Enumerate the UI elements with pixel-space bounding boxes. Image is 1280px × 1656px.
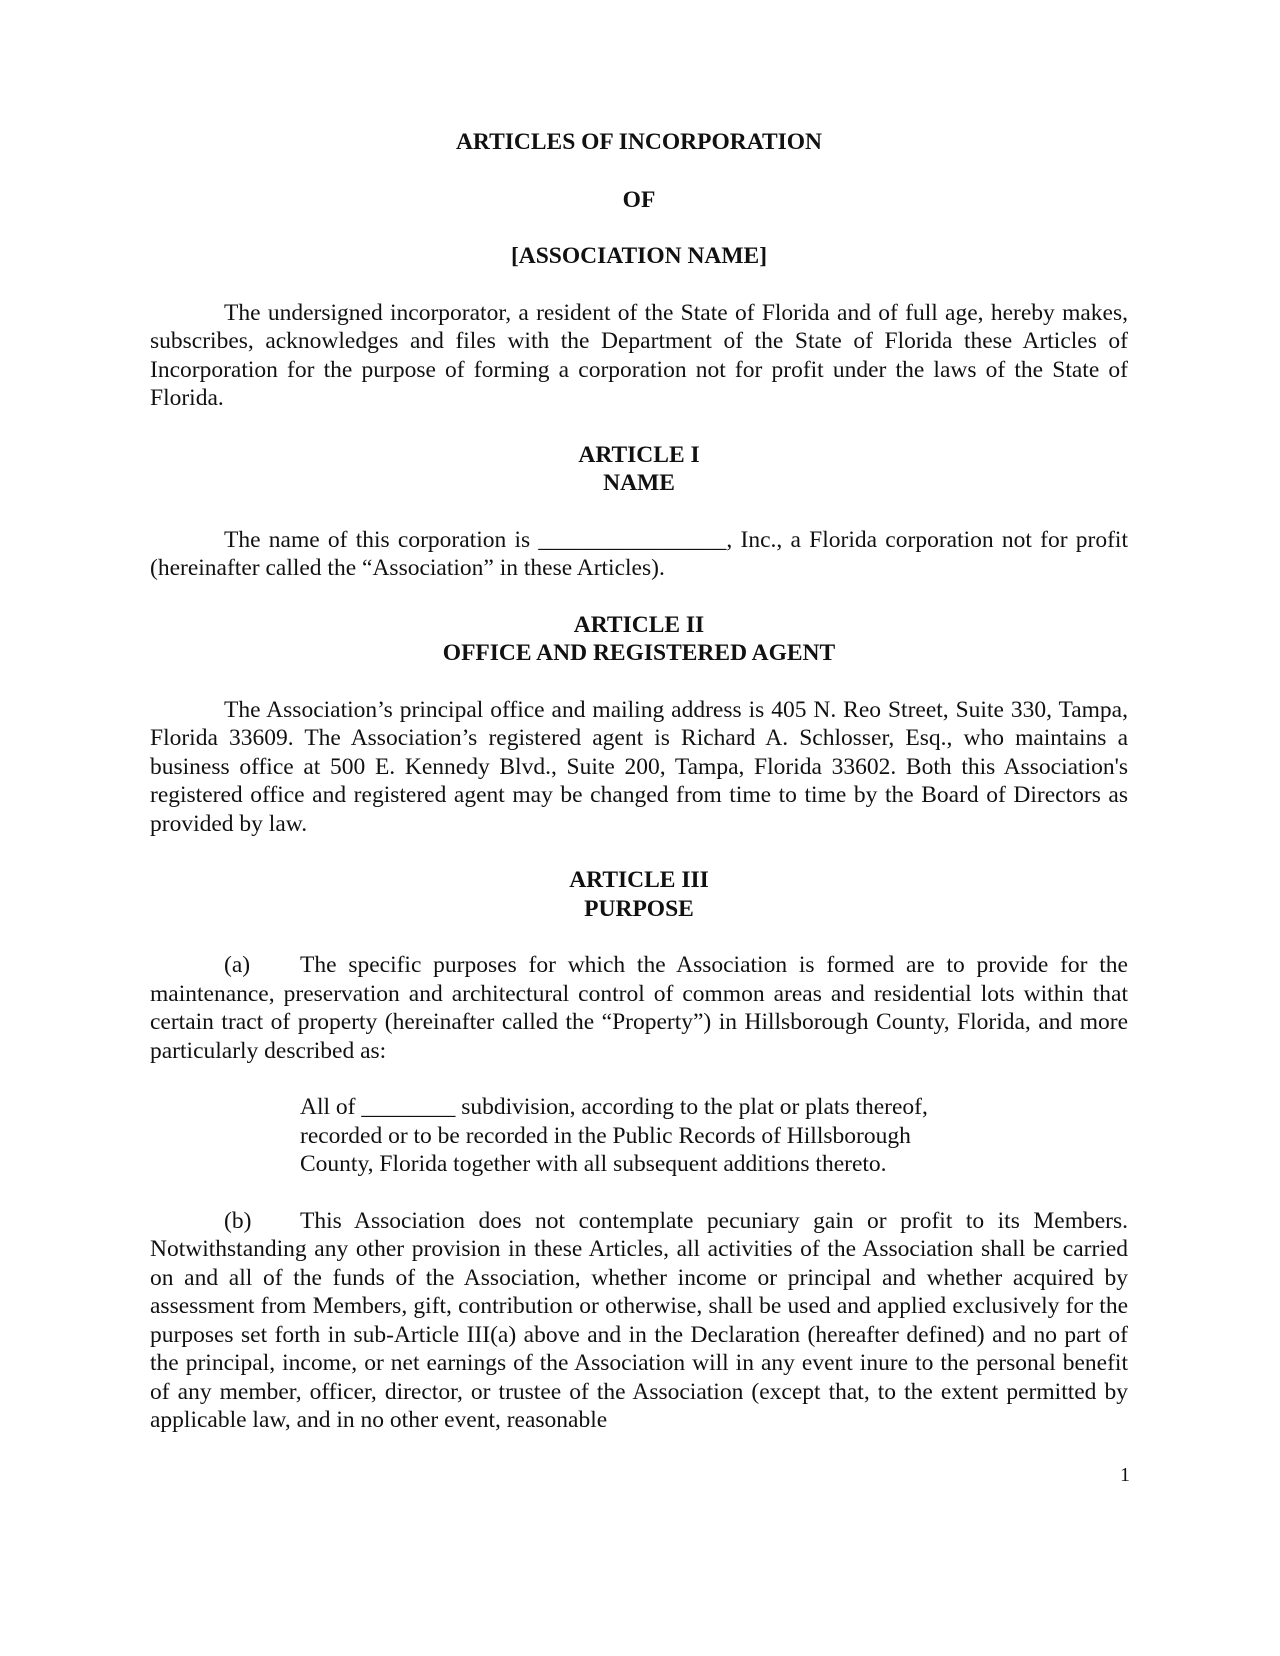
document-body	[150, 128, 1128, 1435]
article-3-heading	[150, 866, 1128, 923]
article-3-number: ARTICLE III	[569, 867, 709, 893]
title-of: OF	[622, 186, 656, 213]
sub-a-label: (a)	[224, 952, 251, 978]
article-3-sub-b	[150, 1207, 1128, 1435]
article-1-heading	[150, 441, 1128, 498]
article-2-number: ARTICLE II	[573, 611, 705, 638]
article-3-sub-a	[150, 951, 1128, 1065]
association-name: [ASSOCIATION NAME]	[510, 243, 768, 269]
article-1-title: NAME	[603, 470, 675, 496]
sub-b-label: (b)	[224, 1207, 252, 1234]
property-description: All of ________ subdivision, according to the plat or plats thereof, recorded or to be recorded in the Public Records of Hillsborough County, Florida together with all subsequent additions thereto.	[300, 1094, 928, 1177]
sub-a-text: The specific purposes for which the Association is formed are to provide for the maintenance, preservation and architectural control of common areas and residential lots within that certain tract of property (hereinafter called the “Property”) in Hillsborough County, Florida, and more particularly described as:	[150, 952, 1128, 1064]
document-title: ARTICLES OF INCORPORATION	[455, 129, 823, 155]
intro-paragraph: The undersigned incorporator, a resident of the State of Florida and of full age, hereby makes, subscribes, acknowledges and files with the Department of the State of Florida these Articles of Incorporation for the purpose of forming a corporation not for profit under the laws of the State of Florida.	[150, 299, 1128, 411]
page-number: 1	[1120, 1464, 1130, 1486]
article-3-title: PURPOSE	[584, 895, 694, 922]
article-1-text: The name of this corporation is ________________, Inc., a Florida corporation not for profit (hereinafter called the “Association” in these Articles).	[150, 526, 1128, 581]
article-1-number: ARTICLE I	[578, 441, 700, 468]
article-2-text: The Association’s principal office and mailing address is 405 N. Reo Street, Suite 330, Tampa, Florida 33609. The Association’s registered agent is Richard A. Schlosser, Esq., who maintains a business office at 500 E. Kennedy Blvd., Suite 200, Tampa, Florida 33602. Both this Association's registered office and registered agent may be changed from time to time by the Board of Directors as provided by law.	[150, 696, 1128, 837]
article-2-title: OFFICE AND REGISTERED AGENT	[442, 640, 836, 666]
article-2-heading	[150, 611, 1128, 668]
sub-b-text: This Association does not contemplate pecuniary gain or profit to its Members. Notwithstanding any other provision in these Articles, all activities of the Association shall be carried on and all of the funds of the Association, whether income or principal and whether acquired by assessment from Members, gift, contribution or otherwise, shall be used and applied exclusively for the purposes set forth in sub-Article III(a) above and in the Declaration (hereafter defined) and no part of the principal, income, or net earnings of the Association will in any event inure to the personal benefit of any member, officer, director, or trustee of the Association (except that, to the extent permitted by applicable law, and in no other event, reasonable	[150, 1207, 1128, 1433]
